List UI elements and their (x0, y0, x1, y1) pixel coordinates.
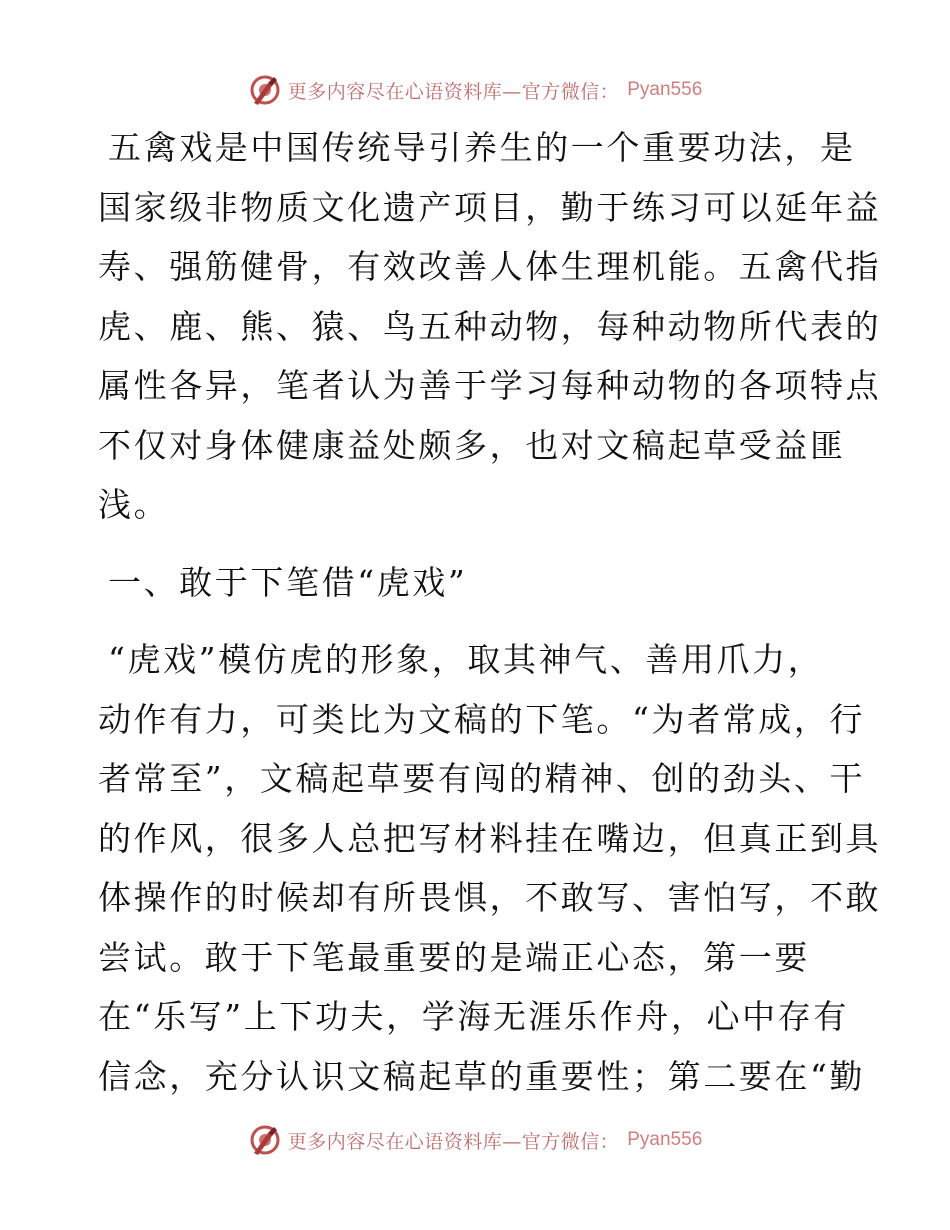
text-line: 国家级非物质文化遗产项目，勤于练习可以延年益 (98, 187, 882, 227)
text-line: 不仅对身体健康益处颇多，也对文稿起草受益匪 (98, 425, 846, 465)
pen-logo-icon (248, 1123, 282, 1157)
text-line: 在“乐写”上下功夫，学海无涯乐作舟，心中存有 (98, 997, 849, 1036)
text-line: 的作风，很多人总把写材料挂在嘴边，但真正到具 (98, 818, 882, 858)
text-line: 体操作的时候却有所畏惧，不敢写、害怕写，不敢 (98, 878, 882, 917)
document-body (98, 118, 882, 1106)
watermark-header (0, 70, 950, 110)
text-line: 属性各异，笔者认为善于学习每种动物的各项特点 (98, 366, 882, 405)
text-line: 虎、鹿、熊、猿、鸟五种动物，每种动物所代表的 (98, 306, 882, 346)
text-line: 动作有力，可类比为文稿的下笔。“为者常成，行 (98, 699, 866, 739)
watermark-text: 更多内容尽在心语资料库—官方微信： (287, 80, 620, 103)
section-heading: 一、敢于下笔借“虎戏” (108, 562, 468, 602)
watermark-text: 更多内容尽在心语资料库—官方微信： (287, 1130, 620, 1153)
text-line: 尝试。敢于下笔最重要的是端正心态，第一要 (98, 937, 810, 977)
watermark-wechat-id: Pyan556 (627, 79, 703, 100)
paragraph-intro (98, 118, 882, 535)
text-line: 寿、强筋健骨，有效改善人体生理机能。五禽代指 (98, 247, 882, 286)
watermark-footer (0, 1120, 950, 1160)
paragraph-tiger (98, 630, 882, 1106)
text-line: “虎戏”模仿虎的形象，取其神气、善用爪力， (108, 640, 824, 679)
text-line: 者常至”，文稿起草要有闯的精神、创的劲头、干 (98, 759, 866, 798)
text-line: 信念，充分认识文稿起草的重要性；第二要在“勤 (98, 1056, 866, 1096)
pen-logo-icon (248, 73, 282, 107)
watermark-wechat-id: Pyan556 (627, 1129, 703, 1150)
text-line: 浅。 (98, 485, 170, 524)
text-line: 五禽戏是中国传统导引养生的一个重要功法，是 (108, 128, 856, 167)
